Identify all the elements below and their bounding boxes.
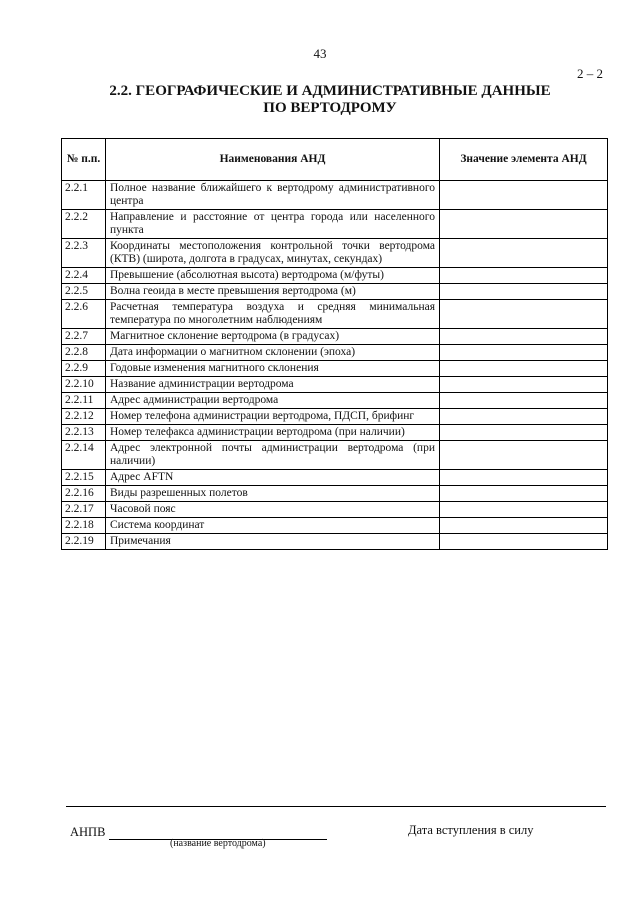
row-value bbox=[440, 329, 608, 345]
row-name: Координаты местоположения контрольной точки вертодрома (КТВ) (широта, долгота в градусах, минутах, секундах) bbox=[106, 239, 440, 268]
section-title bbox=[60, 83, 600, 117]
row-name: Название администрации вертодрома bbox=[106, 377, 440, 393]
row-value bbox=[440, 300, 608, 329]
table-row bbox=[62, 409, 608, 425]
row-number: 2.2.12 bbox=[62, 409, 106, 425]
row-name: Волна геоида в месте превышения вертодрома (м) bbox=[106, 284, 440, 300]
section-title-line-1: 2.2. ГЕОГРАФИЧЕСКИЕ И АДМИНИСТРАТИВНЫЕ ДАННЫЕ bbox=[109, 83, 551, 99]
table-header-row bbox=[62, 139, 608, 181]
row-number: 2.2.2 bbox=[62, 210, 106, 239]
row-value bbox=[440, 534, 608, 550]
table-row bbox=[62, 239, 608, 268]
and-table bbox=[61, 138, 608, 550]
table-row bbox=[62, 486, 608, 502]
table-row bbox=[62, 361, 608, 377]
table-row bbox=[62, 300, 608, 329]
row-name: Виды разрешенных полетов bbox=[106, 486, 440, 502]
table-body bbox=[62, 181, 608, 550]
page-number: 43 bbox=[313, 46, 327, 61]
row-name: Расчетная температура воздуха и средняя минимальная температура по многолетним наблюдениям bbox=[106, 300, 440, 329]
row-value bbox=[440, 361, 608, 377]
table-row bbox=[62, 425, 608, 441]
page-code: 2 – 2 bbox=[577, 66, 603, 81]
table-row bbox=[62, 284, 608, 300]
row-number: 2.2.16 bbox=[62, 486, 106, 502]
table-row bbox=[62, 210, 608, 239]
footer-divider bbox=[66, 806, 606, 807]
row-name: Часовой пояс bbox=[106, 502, 440, 518]
row-value bbox=[440, 239, 608, 268]
table-row bbox=[62, 441, 608, 470]
row-number: 2.2.19 bbox=[62, 534, 106, 550]
row-value bbox=[440, 470, 608, 486]
table-row bbox=[62, 329, 608, 345]
table-row bbox=[62, 518, 608, 534]
row-name: Дата информации о магнитном склонении (эпоха) bbox=[106, 345, 440, 361]
row-number: 2.2.18 bbox=[62, 518, 106, 534]
row-value bbox=[440, 486, 608, 502]
header-number: № п.п. bbox=[62, 139, 106, 181]
row-name: Магнитное склонение вертодрома (в градусах) bbox=[106, 329, 440, 345]
row-name: Адрес администрации вертодрома bbox=[106, 393, 440, 409]
row-number: 2.2.1 bbox=[62, 181, 106, 210]
row-number: 2.2.9 bbox=[62, 361, 106, 377]
row-value bbox=[440, 377, 608, 393]
row-number: 2.2.3 bbox=[62, 239, 106, 268]
row-name: Превышение (абсолютная высота) вертодрома (м/футы) bbox=[106, 268, 440, 284]
row-name: Номер телефона администрации вертодрома, ПДСП, брифинг bbox=[106, 409, 440, 425]
row-value bbox=[440, 409, 608, 425]
table-row bbox=[62, 345, 608, 361]
table-row bbox=[62, 534, 608, 550]
row-name: Система координат bbox=[106, 518, 440, 534]
row-number: 2.2.11 bbox=[62, 393, 106, 409]
row-name: Адрес электронной почты администрации вертодрома (при наличии) bbox=[106, 441, 440, 470]
row-name: Примечания bbox=[106, 534, 440, 550]
row-number: 2.2.6 bbox=[62, 300, 106, 329]
row-number: 2.2.15 bbox=[62, 470, 106, 486]
row-number: 2.2.17 bbox=[62, 502, 106, 518]
effective-date-label: Дата вступления в силу bbox=[408, 823, 534, 837]
row-number: 2.2.7 bbox=[62, 329, 106, 345]
row-value bbox=[440, 425, 608, 441]
row-value bbox=[440, 518, 608, 534]
row-value bbox=[440, 393, 608, 409]
row-number: 2.2.10 bbox=[62, 377, 106, 393]
row-value bbox=[440, 441, 608, 470]
table-row bbox=[62, 181, 608, 210]
row-number: 2.2.14 bbox=[62, 441, 106, 470]
section-title-line-2: ПО ВЕРТОДРОМУ bbox=[263, 100, 397, 116]
row-value bbox=[440, 268, 608, 284]
row-value bbox=[440, 181, 608, 210]
row-number: 2.2.5 bbox=[62, 284, 106, 300]
row-value bbox=[440, 502, 608, 518]
heliport-name-caption: (название вертодрома) bbox=[170, 838, 266, 849]
row-number: 2.2.8 bbox=[62, 345, 106, 361]
table-row bbox=[62, 377, 608, 393]
anpv-label: АНПВ bbox=[70, 825, 106, 839]
table-row bbox=[62, 470, 608, 486]
row-value bbox=[440, 345, 608, 361]
row-value bbox=[440, 284, 608, 300]
row-name: Годовые изменения магнитного склонения bbox=[106, 361, 440, 377]
row-value bbox=[440, 210, 608, 239]
row-number: 2.2.4 bbox=[62, 268, 106, 284]
row-name: Номер телефакса администрации вертодрома (при наличии) bbox=[106, 425, 440, 441]
table-row bbox=[62, 268, 608, 284]
row-name: Направление и расстояние от центра города или населенного пункта bbox=[106, 210, 440, 239]
table-row bbox=[62, 502, 608, 518]
header-value: Значение элемента АНД bbox=[440, 139, 608, 181]
header-name: Наименования АНД bbox=[106, 139, 440, 181]
table-row bbox=[62, 393, 608, 409]
row-name: Адрес AFTN bbox=[106, 470, 440, 486]
row-name: Полное название ближайшего к вертодрому административного центра bbox=[106, 181, 440, 210]
row-number: 2.2.13 bbox=[62, 425, 106, 441]
